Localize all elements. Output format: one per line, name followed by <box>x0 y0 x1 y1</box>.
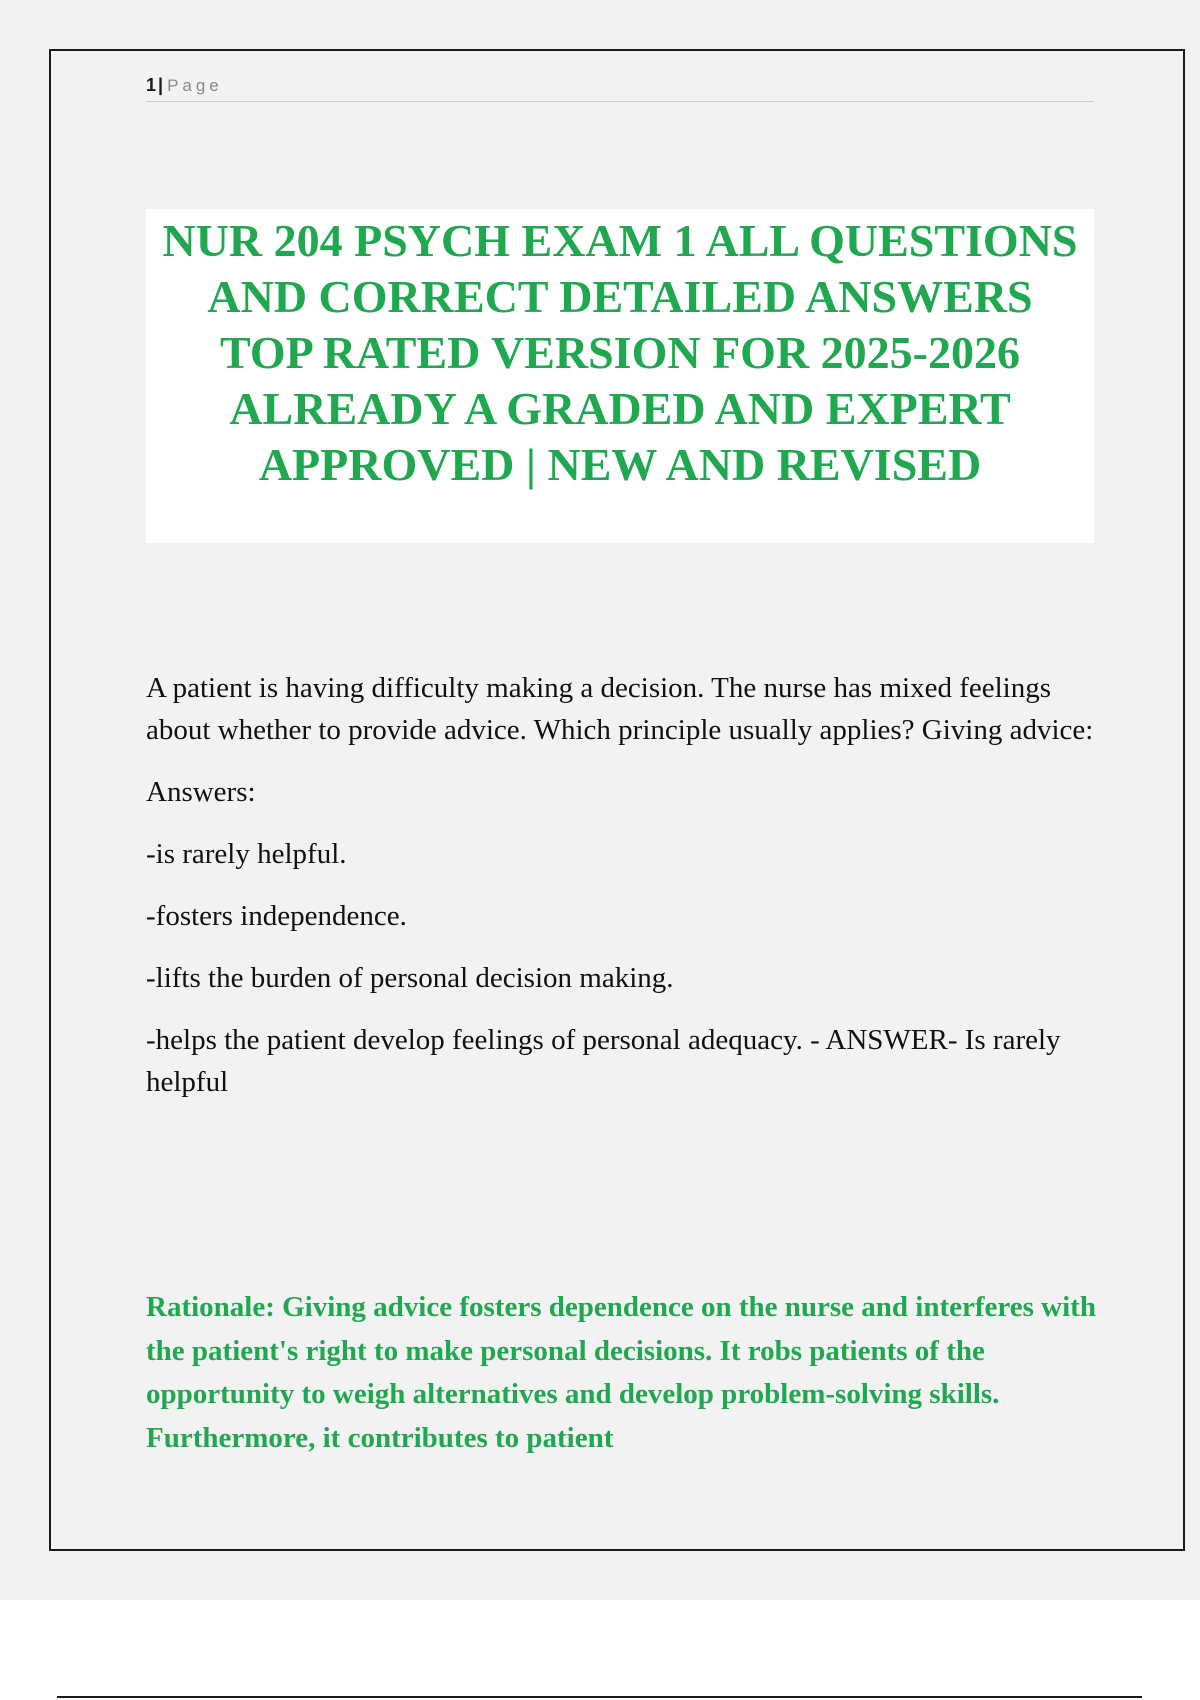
page-number: 1 <box>146 75 157 95</box>
question-text: A patient is having difficulty making a decision. The nurse has mixed feelings about whether to provide advice. Which principle usually applies? Giving advice: <box>146 672 1094 746</box>
answer-option: -fosters independence. <box>146 900 407 932</box>
page-separator: | <box>158 75 164 95</box>
question-block <box>146 667 1106 1123</box>
document-title: NUR 204 PSYCH EXAM 1 ALL QUESTIONS AND CORRECT DETAILED ANSWERS TOP RATED VERSION FOR 2025-2026 ALREADY A GRADED AND EXPERT APPROVED | NEW AND REVISED <box>162 215 1078 490</box>
title-box <box>146 209 1094 543</box>
answer-option: -is rarely helpful. <box>146 838 347 870</box>
next-page-divider <box>57 1696 1142 1698</box>
rationale-text: Rationale: Giving advice fosters dependence on the nurse and interferes with the patient's right to make personal decisions. It robs patients of the opportunity to weigh alternatives and develop problem-solving skills. Furthermore, it contributes to patient <box>146 1291 1096 1454</box>
document-page <box>49 49 1185 1551</box>
answer-option-with-answer: -helps the patient develop feelings of personal adequacy. - ANSWER- Is rarely helpful <box>146 1024 1061 1098</box>
answers-label: Answers: <box>146 776 256 808</box>
answer-option: -lifts the burden of personal decision making. <box>146 962 674 994</box>
page-label: Page <box>167 76 223 95</box>
page-header <box>146 73 1094 102</box>
